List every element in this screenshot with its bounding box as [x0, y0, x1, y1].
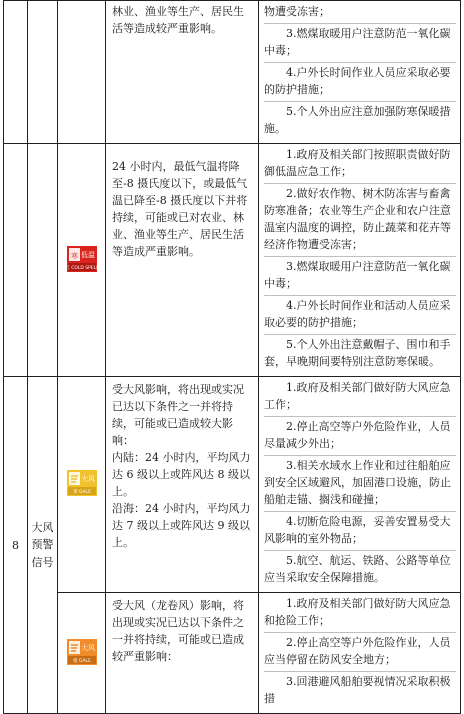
measure-line: 5.个人外出应注意加强防寒保暖措施。 — [264, 105, 451, 135]
condition-cell — [106, 593, 259, 714]
measure-line: 3.燃煤取暖用户注意防范一氧化碳中毒； — [264, 258, 456, 296]
icon-cell-red-cold — [58, 144, 106, 377]
row-number: 8 — [4, 377, 28, 714]
measure-line: 2.停止高空等户外危险作业，人员尽量减少外出； — [264, 418, 456, 456]
measures-cell — [259, 593, 461, 714]
condition-cell — [106, 377, 259, 593]
measure-line: 4.切断危险电源，妥善安置易受大风影响的室外物品； — [264, 513, 456, 551]
condition-text: 受大风（龙卷风）影响，将出现或实况已达以下条件之一并将持续，可能或已造成较严重影响： — [112, 599, 244, 663]
measure-line: 3.燃煤取暖用户注意防范一氧化碳中毒； — [264, 25, 456, 63]
condition-cell — [106, 144, 259, 377]
measure-line: 2.停止高空等户外危险作业，人员应当停留在防风安全地方； — [264, 634, 456, 672]
measures-cell — [259, 377, 461, 593]
signal-type — [28, 377, 58, 714]
signal-type-label: 大风预警信号 — [31, 520, 54, 569]
measure-line: 2.做好农作物、树木防冻害与畜禽防寒准备；农业等生产企业和农户注意温室内温度的调控，防止蔬菜和花卉等经济作物遭受冻害； — [264, 185, 456, 257]
icon-cell-orange-wind — [58, 593, 106, 714]
svg-text:红 COLD SPELL: 红 COLD SPELL — [64, 265, 99, 271]
warning-signal-table — [3, 0, 461, 714]
wind-orange-icon — [67, 639, 97, 665]
measure-line: 物遭受冻害； — [264, 3, 456, 24]
measure-line: 3.相关水域水上作业和过往船舶应到安全区域避风，加固港口设施，防止船舶走锚、搁浅和碰撞； — [264, 457, 456, 512]
type-cell-empty — [28, 144, 58, 377]
table-row — [4, 1, 461, 144]
condition-inland: 内陆：24 小时内，平均风力达 6 级以上或阵风达 8 级以上。 — [112, 451, 251, 498]
table-row — [4, 144, 461, 377]
svg-text:大风: 大风 — [80, 475, 95, 483]
table-row — [4, 593, 461, 714]
measure-line: 1.政府及相关部门做好防大风应急和抢险工作； — [264, 595, 456, 633]
measures-cell — [259, 144, 461, 377]
condition-text: 受大风影响，将出现或实况已达以下条件之一并将持续，可能或已造成较大影响： — [112, 383, 244, 447]
table-row — [4, 377, 461, 593]
condition-text: 林业、渔业等生产、居民生活等造成较严重影响。 — [112, 5, 244, 35]
svg-text:寒: 寒 — [70, 251, 78, 260]
wind-yellow-icon — [67, 470, 97, 496]
measure-line: 4.户外长时间作业和活动人员应采取必要的防护措施； — [264, 297, 456, 335]
condition-coastal: 沿海：24 小时内，平均风力达 7 级以上或阵风达 9 级以上。 — [112, 502, 251, 549]
condition-cell — [106, 1, 259, 144]
condition-text: 24 小时内，最低气温将降至-8 摄氏度以下，或最低气温已降至-8 摄氏度以下并将持续，可能或已对农业、林业、渔业等生产、居民生活等造成严重影响。 — [112, 160, 248, 258]
measure-line: 1.政府及相关部门按照职责做好防御低温应急工作； — [264, 146, 456, 184]
svg-text:橙 GALE: 橙 GALE — [72, 658, 91, 664]
measure-line: 3.回港避风船舶要视情况采取积极措 — [264, 675, 451, 705]
cold-spell-red-icon — [64, 246, 99, 272]
icon-cell-orange-cold — [58, 1, 106, 144]
measure-line: 5.个人外出注意戴帽子、围巾和手套，早晚期间要特别注意防寒保暖。 — [264, 338, 451, 368]
number-cell-empty — [4, 144, 28, 377]
type-cell-empty — [28, 1, 58, 144]
measure-line: 1.政府及相关部门做好防大风应急工作； — [264, 379, 456, 417]
measure-line: 5.航空、航运、铁路、公路等单位应当采取安全保障措施。 — [264, 554, 451, 584]
measures-cell — [259, 1, 461, 144]
measure-line: 4.户外长时间作业人员应采取必要的防护措施； — [264, 64, 456, 102]
wind-orange-icon-label: 大风 — [80, 643, 95, 652]
svg-text:黄 GALE: 黄 GALE — [72, 490, 91, 495]
svg-text:低温: 低温 — [80, 250, 95, 259]
number-cell-empty — [4, 1, 28, 144]
icon-cell-yellow-wind — [58, 377, 106, 593]
